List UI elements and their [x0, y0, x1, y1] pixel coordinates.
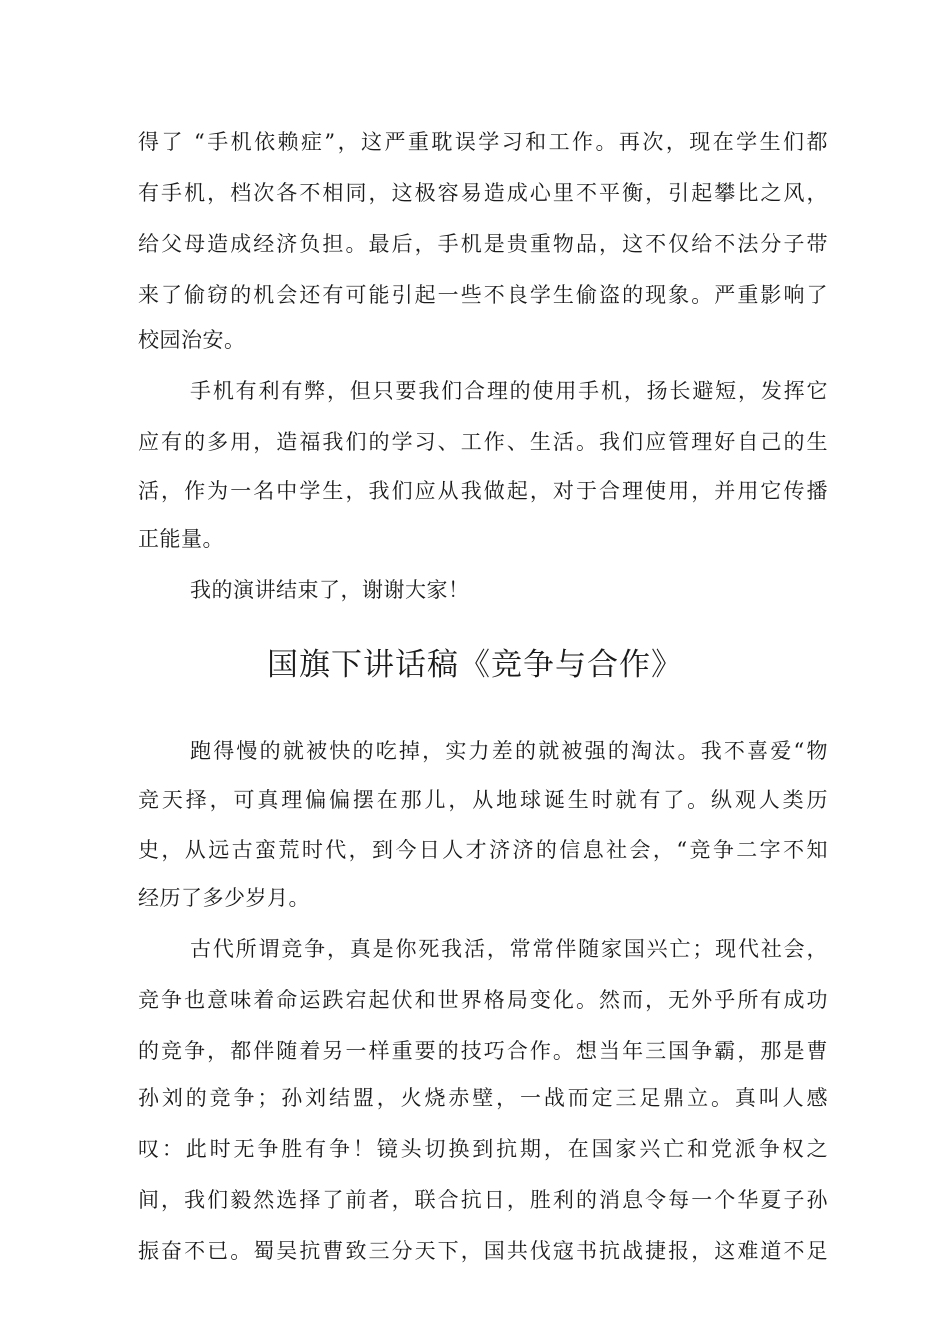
text-line: 手机有利有弊，但只要我们合理的使用手机，扬长避短，发挥它 — [190, 379, 828, 403]
text-line: 竞天择，可真理偏偏摆在那儿，从地球诞生时就有了。纵观人类历 — [138, 788, 828, 812]
text-line: 我的演讲结束了，谢谢大家！ — [190, 578, 470, 602]
text-line: 孙刘的竞争；孙刘结盟，火烧赤壁，一战而定三足鼎立。真叫人感 — [138, 1086, 828, 1110]
text-line: 叹：此时无争胜有争！镜头切换到抗期，在国家兴亡和党派争权之 — [138, 1137, 828, 1161]
text-line: 有手机，档次各不相同，这极容易造成心里不平衡，引起攀比之风， — [138, 181, 828, 205]
text-line: 的竞争，都伴随着另一样重要的技巧合作。想当年三国争霸，那是曹 — [138, 1039, 828, 1063]
text-line: 校园治安。 — [138, 328, 246, 352]
text-line: 振奋不已。蜀吴抗曹致三分天下，国共伐寇书抗战捷报，这难道不足 — [138, 1239, 828, 1263]
text-line: 正能量。 — [138, 527, 224, 551]
text-line: 史，从远古蛮荒时代，到今日人才济济的信息社会，“竞争二字不知 — [138, 838, 828, 862]
text-line: 古代所谓竞争，真是你死我活，常常伴随家国兴亡；现代社会， — [190, 937, 828, 961]
speech-title: 国旗下讲话稿《竞争与合作》 — [267, 647, 683, 683]
text-line: 竞争也意味着命运跌宕起伏和世界格局变化。然而，无外乎所有成功 — [138, 988, 828, 1012]
text-line: 间，我们毅然选择了前者，联合抗日，胜利的消息令每一个华夏子孙 — [138, 1188, 828, 1212]
text-line: 应有的多用，造福我们的学习、工作、生活。我们应管理好自己的生 — [138, 430, 828, 454]
text-line: 来了偷窃的机会还有可能引起一些不良学生偷盗的现象。严重影响了 — [138, 283, 828, 307]
text-line: 给父母造成经济负担。最后，手机是贵重物品，这不仅给不法分子带 — [138, 232, 828, 256]
text-line: 活，作为一名中学生，我们应从我做起，对于合理使用，并用它传播 — [138, 479, 828, 503]
text-line: 跑得慢的就被快的吃掉，实力差的就被强的淘汰。我不喜爱“物 — [190, 739, 828, 763]
text-line: 经历了多少岁月。 — [138, 886, 310, 910]
text-line: 得了 “手机依赖症”，这严重耽误学习和工作。再次，现在学生们都 — [138, 130, 828, 154]
